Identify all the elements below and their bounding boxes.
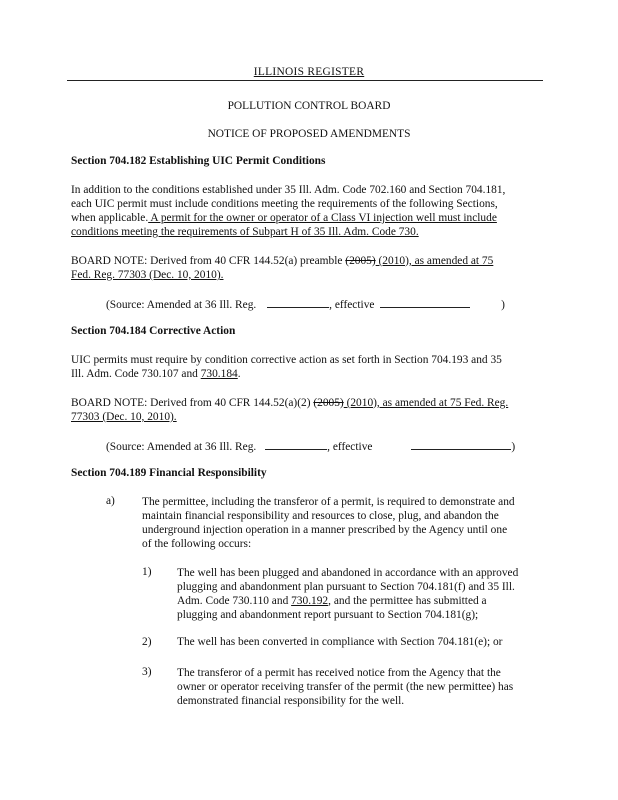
- inserted-text-line: Fed. Reg. 77303 (Dec. 10, 2010).: [71, 269, 224, 281]
- source-text: , effective: [329, 299, 375, 311]
- source-text: ): [511, 441, 516, 453]
- inserted-text-line: 77303 (Dec. 10, 2010).: [71, 411, 177, 423]
- text-line: In addition to the conditions established under 35 Ill. Adm. Code 702.160 and Section 704.181,: [71, 184, 506, 196]
- text-line: underground injection operation in a manner prescribed by the Agency until one: [142, 524, 508, 536]
- text-segment: .: [237, 368, 241, 380]
- register-title: ILLINOIS REGISTER: [253, 66, 365, 78]
- text-line: [177, 594, 518, 608]
- section-704-182-source: [106, 297, 505, 311]
- item-2-text: The well has been converted in compliance with Section 704.181(e); or: [177, 636, 503, 648]
- inserted-text: A permit for the owner or operator of a Class VI injection well must include: [148, 212, 497, 224]
- text-line: UIC permits must require by condition corrective action as set forth in Section 704.193 and 35: [71, 354, 502, 366]
- inserted-text-line: conditions meeting the requirements of Subpart H of 35 Ill. Adm. Code 730.: [71, 226, 419, 238]
- section-704-184-board-note: [71, 396, 508, 424]
- item-3-label: 3): [142, 666, 152, 678]
- section-704-182-board-note: [71, 254, 493, 282]
- text-line: [71, 211, 505, 225]
- text-line: The well has been plugged and abandoned in accordance with an approved: [177, 567, 519, 579]
- text-segment: , and the permittee has submitted a: [328, 595, 487, 607]
- text-line: The permittee, including the transferor of a permit, is required to demonstrate and: [142, 496, 515, 508]
- header-rule: [67, 80, 543, 81]
- text-segment: Ill. Adm. Code 730.107 and: [71, 368, 201, 380]
- text-segment: BOARD NOTE: Derived from 40 CFR 144.52(a) preamble: [71, 255, 346, 267]
- text-line: owner or operator receiving transfer of the permit (the new permittee) has: [177, 681, 514, 693]
- section-704-184-paragraph: [71, 353, 502, 381]
- inserted-text: 730.184: [200, 368, 238, 380]
- deleted-text: (2005): [313, 397, 344, 409]
- text-line: demonstrated financial responsibility for the well.: [177, 695, 405, 707]
- text-line: maintain financial responsibility and resources to close, plug, and abandon the: [142, 510, 499, 522]
- blank-line: [265, 439, 327, 450]
- section-704-184-source: [106, 439, 515, 453]
- text-segment: Adm. Code 730.110 and: [177, 595, 292, 607]
- text-line: of the following occurs:: [142, 538, 252, 550]
- text-line: [71, 367, 502, 381]
- item-1-text: [177, 566, 518, 622]
- blank-line: [380, 297, 470, 308]
- deleted-text: (2005): [345, 255, 376, 267]
- inserted-text: (2010), as amended at 75: [375, 255, 494, 267]
- inserted-text: (2010), as amended at 75 Fed. Reg.: [343, 397, 509, 409]
- text-segment: BOARD NOTE: Derived from 40 CFR 144.52(a)(2): [71, 397, 314, 409]
- subsection-a-label: a): [106, 495, 115, 507]
- blank-line: [267, 297, 329, 308]
- section-704-182-paragraph: [71, 183, 505, 239]
- text-line: [71, 254, 493, 268]
- text-line: each UIC permit must include conditions meeting the requirements of the following Sections,: [71, 198, 498, 210]
- notice-title: NOTICE OF PROPOSED AMENDMENTS: [207, 128, 411, 140]
- source-text: ): [501, 299, 505, 311]
- source-text: (Source: Amended at 36 Ill. Reg.: [106, 441, 257, 453]
- blank-line: [411, 439, 511, 450]
- item-3-text: [177, 666, 513, 708]
- source-text: , effective: [327, 441, 373, 453]
- item-1-label: 1): [142, 566, 152, 578]
- inserted-text: 730.192: [291, 595, 329, 607]
- section-704-189-heading: Section 704.189 Financial Responsibility: [71, 467, 267, 479]
- text-segment: when applicable.: [71, 212, 149, 224]
- board-name: POLLUTION CONTROL BOARD: [227, 100, 391, 112]
- source-text: (Source: Amended at 36 Ill. Reg.: [106, 299, 257, 311]
- text-line: plugging and abandonment plan pursuant to Section 704.181(f) and 35 Ill.: [177, 581, 515, 593]
- section-704-184-heading: Section 704.184 Corrective Action: [71, 325, 236, 337]
- item-2-label: 2): [142, 636, 152, 648]
- text-line: The transferor of a permit has received notice from the Agency that the: [177, 667, 501, 679]
- text-line: [71, 396, 508, 410]
- text-line: plugging and abandonment report pursuant to Section 704.181(g);: [177, 609, 479, 621]
- subsection-a-text: [142, 495, 515, 551]
- section-704-182-heading: Section 704.182 Establishing UIC Permit Conditions: [71, 155, 326, 167]
